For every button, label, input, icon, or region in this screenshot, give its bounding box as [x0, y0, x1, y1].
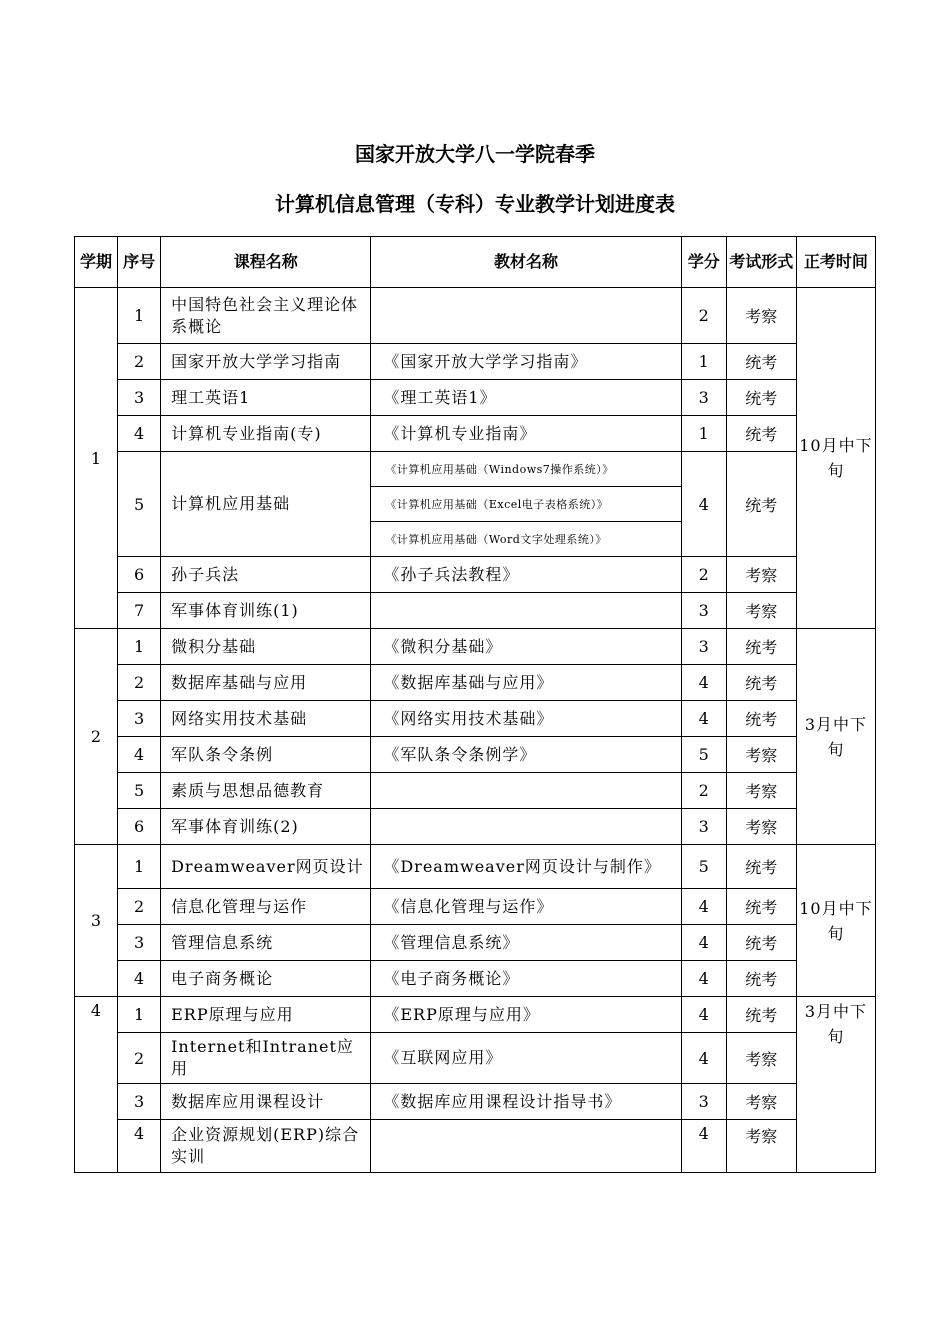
credit-cell: 2 [681, 288, 726, 344]
term-cell: 2 [75, 629, 118, 845]
exam-cell: 统考 [726, 701, 796, 737]
credit-cell: 4 [681, 701, 726, 737]
seq-cell: 5 [118, 452, 161, 557]
header-exam: 考试形式 [726, 237, 796, 288]
table-row [75, 737, 876, 773]
seq-cell: 1 [118, 845, 161, 889]
document-title-line1: 国家开放大学八一学院春季 [355, 142, 595, 166]
table-row [75, 773, 876, 809]
seq-cell: 3 [118, 1084, 161, 1120]
credit-cell: 4 [681, 889, 726, 925]
credit-cell: 4 [681, 997, 726, 1033]
table-row [75, 889, 876, 925]
textbook-cell: 《理工英语1》 [371, 380, 681, 416]
credit-cell: 3 [681, 380, 726, 416]
table-row [75, 925, 876, 961]
exam-cell: 统考 [726, 380, 796, 416]
seq-cell: 4 [118, 737, 161, 773]
credit-cell: 4 [681, 925, 726, 961]
table-row [75, 380, 876, 416]
credit-cell: 2 [681, 773, 726, 809]
table-row [75, 701, 876, 737]
table-row [75, 416, 876, 452]
exam-cell: 考察 [726, 288, 796, 344]
table-row [75, 809, 876, 845]
exam-cell: 考察 [726, 1084, 796, 1120]
credit-cell: 3 [681, 629, 726, 665]
course-cell: 理工英语1 [161, 380, 371, 416]
seq-cell: 2 [118, 344, 161, 380]
credit-cell: 4 [681, 1120, 726, 1173]
exam-cell: 统考 [726, 845, 796, 889]
term-cell: 1 [75, 288, 118, 629]
header-time: 正考时间 [796, 237, 875, 288]
header-textbook: 教材名称 [371, 237, 681, 288]
course-cell: 数据库应用课程设计 [161, 1084, 371, 1120]
credit-cell: 4 [681, 665, 726, 701]
course-cell: 信息化管理与运作 [161, 889, 371, 925]
table-row [75, 997, 876, 1033]
exam-cell: 统考 [726, 344, 796, 380]
credit-cell: 5 [681, 737, 726, 773]
exam-cell: 考察 [726, 773, 796, 809]
textbook-cell: 《互联网应用》 [371, 1033, 681, 1084]
exam-cell: 统考 [726, 997, 796, 1033]
exam-cell: 考察 [726, 593, 796, 629]
header-term: 学期 [75, 237, 118, 288]
seq-cell: 4 [118, 961, 161, 997]
textbook-cell: 《计算机专业指南》 [371, 416, 681, 452]
credit-cell: 4 [681, 452, 726, 557]
course-cell: Dreamweaver网页设计 [161, 845, 371, 889]
exam-time-cell: 3月中下旬 [796, 997, 875, 1173]
exam-cell: 统考 [726, 416, 796, 452]
textbook-cell [371, 593, 681, 629]
textbook-cell: 《数据库应用课程设计指导书》 [371, 1084, 681, 1120]
exam-time-cell: 10月中下旬 [796, 845, 875, 997]
credit-cell: 4 [681, 961, 726, 997]
table-row [75, 1084, 876, 1120]
course-cell: 孙子兵法 [161, 557, 371, 593]
seq-cell: 1 [118, 288, 161, 344]
seq-cell: 6 [118, 557, 161, 593]
seq-cell: 6 [118, 809, 161, 845]
textbook-cell [371, 809, 681, 845]
textbook-cell: 《ERP原理与应用》 [371, 997, 681, 1033]
exam-time-cell: 3月中下旬 [796, 629, 875, 845]
table-row [75, 961, 876, 997]
table-row [75, 288, 876, 344]
table-row [75, 452, 876, 487]
textbook-cell: 《数据库基础与应用》 [371, 665, 681, 701]
exam-cell: 考察 [726, 1033, 796, 1084]
credit-cell: 2 [681, 557, 726, 593]
seq-cell: 3 [118, 380, 161, 416]
course-cell: 计算机专业指南(专) [161, 416, 371, 452]
exam-cell: 考察 [726, 557, 796, 593]
seq-cell: 3 [118, 701, 161, 737]
course-cell: 国家开放大学学习指南 [161, 344, 371, 380]
textbook-cell: 《网络实用技术基础》 [371, 701, 681, 737]
textbook-cell: 《微积分基础》 [371, 629, 681, 665]
course-cell: 数据库基础与应用 [161, 665, 371, 701]
table-row [75, 557, 876, 593]
course-cell: 素质与思想品德教育 [161, 773, 371, 809]
textbook-cell: 《国家开放大学学习指南》 [371, 344, 681, 380]
teaching-plan-table [74, 236, 876, 1173]
course-cell: ERP原理与应用 [161, 997, 371, 1033]
textbook-cell [371, 288, 681, 344]
textbook-cell [371, 1120, 681, 1173]
exam-cell: 考察 [726, 1120, 796, 1173]
course-cell: 企业资源规划(ERP)综合实训 [161, 1120, 371, 1173]
exam-cell: 考察 [726, 737, 796, 773]
credit-cell: 5 [681, 845, 726, 889]
course-cell: 管理信息系统 [161, 925, 371, 961]
credit-cell: 3 [681, 809, 726, 845]
exam-cell: 统考 [726, 961, 796, 997]
textbook-cell: 《管理信息系统》 [371, 925, 681, 961]
term-cell: 4 [75, 997, 118, 1173]
seq-cell: 3 [118, 925, 161, 961]
textbook-cell: 《Dreamweaver网页设计与制作》 [371, 845, 681, 889]
exam-time-cell: 10月中下旬 [796, 288, 875, 629]
course-cell: Internet和Intranet应用 [161, 1033, 371, 1084]
seq-cell: 1 [118, 629, 161, 665]
credit-cell: 3 [681, 593, 726, 629]
credit-cell: 4 [681, 1033, 726, 1084]
credit-cell: 1 [681, 344, 726, 380]
header-course: 课程名称 [161, 237, 371, 288]
course-cell: 微积分基础 [161, 629, 371, 665]
textbook-cell: 《信息化管理与运作》 [371, 889, 681, 925]
table-row [75, 629, 876, 665]
textbook-cell: 《计算机应用基础（Excel电子表格系统）》 [371, 487, 681, 522]
textbook-cell: 《军队条令条例学》 [371, 737, 681, 773]
table-row [75, 1033, 876, 1084]
header-row [75, 237, 876, 288]
seq-cell: 4 [118, 1120, 161, 1173]
seq-cell: 2 [118, 1033, 161, 1084]
exam-cell: 考察 [726, 809, 796, 845]
course-cell: 中国特色社会主义理论体系概论 [161, 288, 371, 344]
seq-cell: 2 [118, 665, 161, 701]
exam-cell: 统考 [726, 629, 796, 665]
table-row [75, 593, 876, 629]
document-title-line2: 计算机信息管理（专科）专业教学计划进度表 [275, 192, 675, 216]
course-cell: 军事体育训练(2) [161, 809, 371, 845]
textbook-cell: 《孙子兵法教程》 [371, 557, 681, 593]
course-cell: 网络实用技术基础 [161, 701, 371, 737]
credit-cell: 1 [681, 416, 726, 452]
header-credit: 学分 [681, 237, 726, 288]
seq-cell: 5 [118, 773, 161, 809]
exam-cell: 统考 [726, 925, 796, 961]
seq-cell: 4 [118, 416, 161, 452]
course-cell: 计算机应用基础 [161, 452, 371, 557]
seq-cell: 2 [118, 889, 161, 925]
exam-cell: 统考 [726, 452, 796, 557]
course-cell: 军事体育训练(1) [161, 593, 371, 629]
table-row [75, 1120, 876, 1173]
table-row [75, 344, 876, 380]
seq-cell: 1 [118, 997, 161, 1033]
seq-cell: 7 [118, 593, 161, 629]
textbook-cell: 《计算机应用基础（Windows7操作系统）》 [371, 452, 681, 487]
textbook-cell: 《计算机应用基础（Word文字处理系统）》 [371, 522, 681, 557]
exam-cell: 统考 [726, 889, 796, 925]
textbook-cell [371, 773, 681, 809]
term-cell: 3 [75, 845, 118, 997]
credit-cell: 3 [681, 1084, 726, 1120]
table-row [75, 665, 876, 701]
exam-cell: 统考 [726, 665, 796, 701]
course-cell: 电子商务概论 [161, 961, 371, 997]
table-row [75, 845, 876, 889]
course-cell: 军队条令条例 [161, 737, 371, 773]
textbook-cell: 《电子商务概论》 [371, 961, 681, 997]
header-seq: 序号 [118, 237, 161, 288]
